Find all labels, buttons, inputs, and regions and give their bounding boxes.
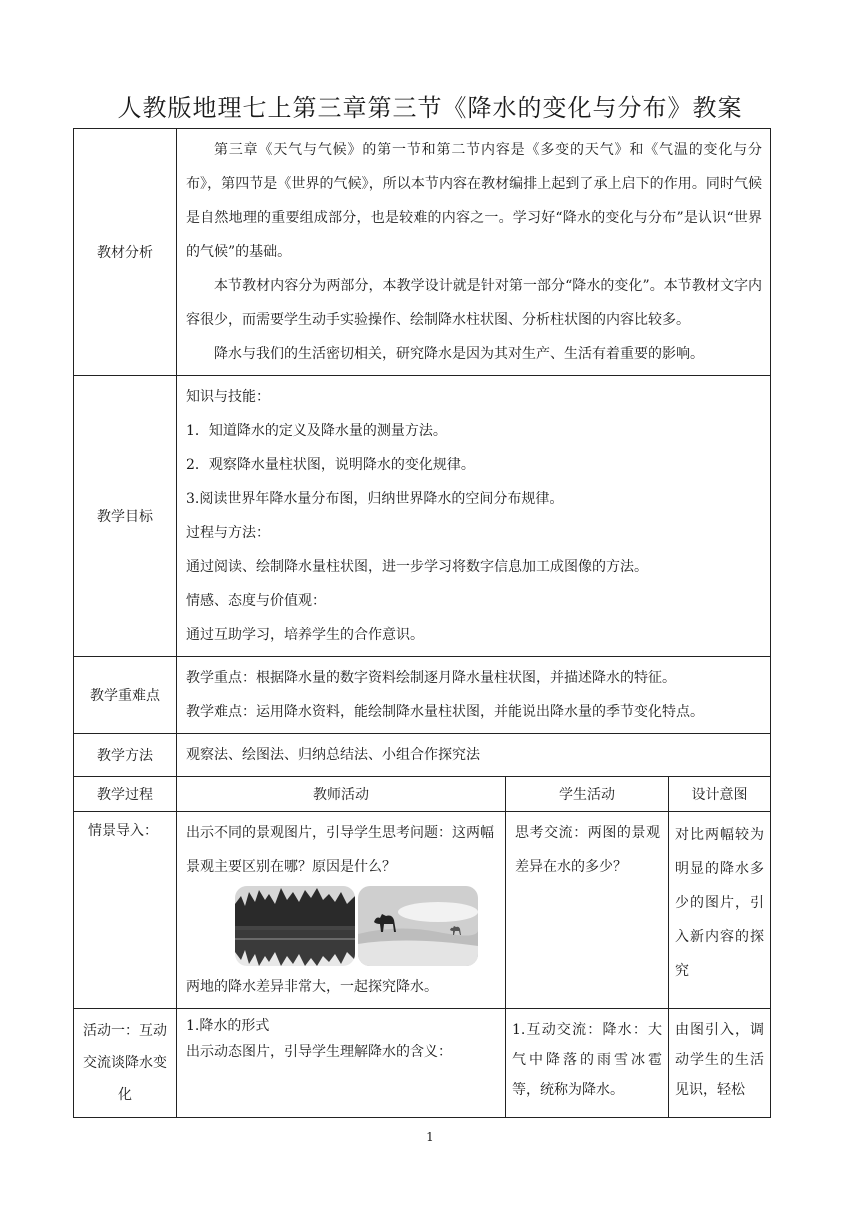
activity-one-teacher-heading: 1.降水的形式 <box>186 1018 270 1034</box>
desert-camel-image <box>358 886 478 966</box>
label-key-points: 教学重难点 <box>74 657 177 734</box>
analysis-paragraph-3: 降水与我们的生活密切相关，研究降水是因为其对生产、生活有着重要的影响。 <box>214 346 704 362</box>
key-point-line: 教学重点：根据降水量的数字资料绘制逐月降水量柱状图，并描述降水的特征。 <box>186 670 676 686</box>
analysis-paragraph-2: 本节教材内容分为两部分，本教学设计就是针对第一部分“降水的变化”。本节教材文字内容很少，而需要学生动手实验操作、绘制降水柱状图、分析柱状图的内容比较多。 <box>186 278 763 328</box>
row-activity-one <box>74 1009 771 1118</box>
activity-one-student-activity: 1.互动交流：降水：大气中降落的雨雪冰雹等，统称为降水。 <box>512 1022 662 1098</box>
header-teaching-process: 教学过程 <box>74 777 177 812</box>
intro-teacher-conclusion: 两地的降水差异非常大，一起探究降水。 <box>186 979 438 995</box>
goal-line: 过程与方法： <box>186 525 270 541</box>
activity-one-design-intent: 由图引入，调动学生的生活见识，轻松 <box>675 1022 765 1098</box>
row-process-header <box>74 777 771 812</box>
analysis-paragraph-1: 第三章《天气与气候》的第一节和第二节内容是《多变的天气》和《气温的变化与分布》，第四节是《世界的气候》，所以本节内容在教材编排上起到了承上启下的作用。同时气候是自然地理的重要组成部分，也是较难的内容之一。学习好“降水的变化与分布”是认识“世界的气候”的基础。 <box>186 142 763 260</box>
header-design-intent: 设计意图 <box>669 777 771 812</box>
header-student-activity: 学生活动 <box>506 777 669 812</box>
header-teacher-activity: 教师活动 <box>177 777 506 812</box>
row-teaching-methods <box>74 734 771 777</box>
intro-teacher-text: 出示不同的景观图片，引导学生思考问题：这两幅景观主要区别在哪？原因是什么？ <box>186 825 494 875</box>
document-title: 人教版地理七上第三章第三节《降水的变化与分布》教案 <box>117 94 743 122</box>
row-teaching-goals <box>74 376 771 657</box>
goal-line: 通过阅读、绘制降水量柱状图，进一步学习将数字信息加工成图像的方法。 <box>186 559 648 575</box>
row-key-points <box>74 657 771 734</box>
goal-line: 情感、态度与价值观： <box>186 593 326 609</box>
label-teaching-goals: 教学目标 <box>74 376 177 657</box>
row-scenario-intro <box>74 812 771 1009</box>
key-point-line: 教学难点：运用降水资料，能绘制降水量柱状图，并能说出降水量的季节变化特点。 <box>186 704 704 720</box>
intro-student-activity: 思考交流：两图的景观差异在水的多少？ <box>515 825 660 875</box>
label-scenario-intro: 情景导入： <box>88 823 158 839</box>
lesson-plan-table <box>73 128 771 1118</box>
label-activity-one: 活动一：互动交流谈降水变化 <box>83 1023 167 1103</box>
row-textbook-analysis <box>74 129 771 376</box>
label-teaching-methods: 教学方法 <box>74 734 177 777</box>
goal-line: 2．观察降水量柱状图，说明降水的变化规律。 <box>186 457 475 473</box>
methods-text: 观察法、绘图法、归纳总结法、小组合作探究法 <box>186 747 480 763</box>
forest-lake-image <box>235 886 355 966</box>
goal-line: 知识与技能： <box>186 389 270 405</box>
activity-one-teacher-text: 出示动态图片，引导学生理解降水的含义： <box>186 1044 452 1060</box>
goal-line: 通过互助学习，培养学生的合作意识。 <box>186 627 424 643</box>
goal-line: 1．知道降水的定义及降水量的测量方法。 <box>186 423 447 439</box>
landscape-images <box>216 886 497 966</box>
goal-line: 3.阅读世界年降水量分布图，归纳世界降水的空间分布规律。 <box>186 491 564 507</box>
intro-design-intent: 对比两幅较为明显的降水多少的图片，引入新内容的探究 <box>675 827 765 979</box>
label-textbook-analysis: 教材分析 <box>74 129 177 376</box>
page-number: 1 <box>426 1130 434 1144</box>
